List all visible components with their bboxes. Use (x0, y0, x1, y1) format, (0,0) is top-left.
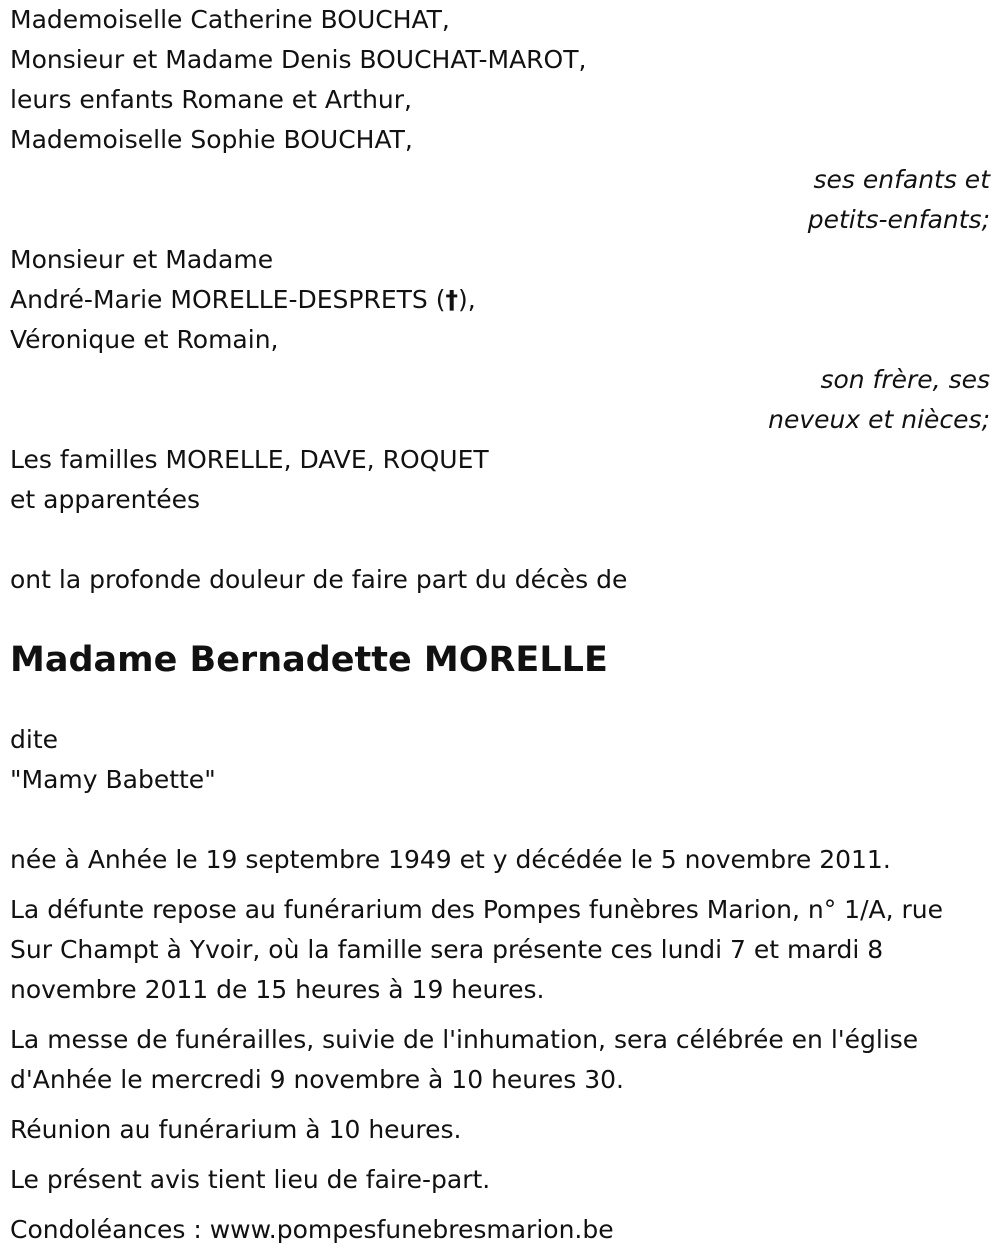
family-line: Véronique et Romain, (10, 325, 279, 354)
family-line-text: André-Marie MORELLE-DESPRETS ( (10, 285, 446, 314)
family-line (10, 280, 990, 320)
family-line: leurs enfants Romane et Arthur, (10, 85, 413, 114)
relation-label: ses enfants et (813, 165, 990, 194)
relation-label: son frère, ses (820, 365, 990, 394)
nickname: "Mamy Babette" (10, 765, 216, 794)
family-line: Les familles MORELLE, DAVE, ROQUET (10, 445, 489, 474)
details-section (10, 840, 990, 1250)
family-group-relatives (10, 440, 990, 520)
announcement-text: ont la profonde douleur de faire part du décès de (10, 565, 628, 594)
deceased-name: Madame Bernadette MORELLE (10, 640, 608, 680)
cross-icon: † (445, 285, 458, 314)
condolences-paragraph: Condoléances : www.pompesfunebresmarion.be (10, 1215, 614, 1244)
funeral-mass-paragraph: La messe de funérailles, suivie de l'inhumation, sera célébrée en l'église d'Anhée le mercredi 9 novembre à 10 heures 30. (10, 1025, 919, 1094)
notice-paragraph: Le présent avis tient lieu de faire-part. (10, 1165, 491, 1194)
relation-label: neveux et nièces; (768, 405, 990, 434)
family-line: et apparentées (10, 485, 201, 514)
meeting-paragraph: Réunion au funérarium à 10 heures. (10, 1115, 462, 1144)
relation-label: petits-enfants; (807, 205, 990, 234)
family-line: Monsieur et Madame Denis BOUCHAT-MAROT, (10, 45, 587, 74)
family-line: Mademoiselle Catherine BOUCHAT, (10, 5, 450, 34)
family-group-children (10, 0, 990, 240)
funerarium-paragraph: La défunte repose au funérarium des Pompes funèbres Marion, n° 1/A, rue Sur Champt à Yvoir, où la famille sera présente ces lundi 7 et mardi 8 novembre 2011 de 15 heures à 19 heures. (10, 895, 944, 1004)
family-line: Mademoiselle Sophie BOUCHAT, (10, 125, 413, 154)
birth-death-paragraph: née à Anhée le 19 septembre 1949 et y décédée le 5 novembre 2011. (10, 845, 891, 874)
family-line-suffix: ), (457, 285, 476, 314)
nickname-intro: dite (10, 725, 58, 754)
family-group-brother (10, 240, 990, 440)
family-line: Monsieur et Madame (10, 245, 274, 274)
